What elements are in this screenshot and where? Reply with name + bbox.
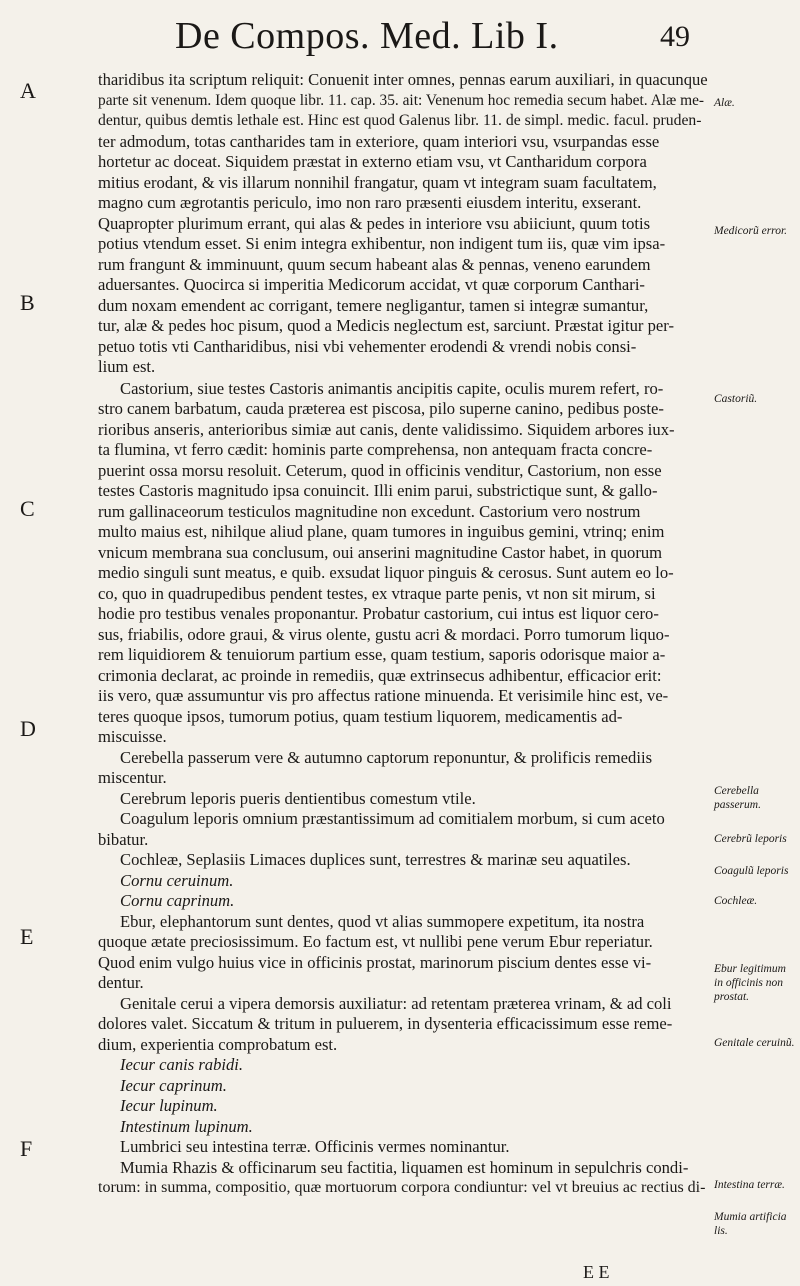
page-number: 49 bbox=[660, 20, 690, 53]
text-line: puerint ossa morsu resoluit. Ceterum, quod in officinis venditur, Castorium, non esse bbox=[98, 460, 662, 480]
text-line: torum: in summa, compositio, quæ mortuorum corpora condiuntur: vel vt breuius ac rectius di- bbox=[98, 1179, 706, 1196]
text-line: multo maius est, nihilque aliud plane, quam tumores in inguibus gemini, vtrinq; enim bbox=[98, 522, 665, 541]
text-line: miscentur. bbox=[98, 768, 167, 787]
text-line: ta flumina, vt ferro cædit: hominis parte comprehensa, non antequam fracta concre- bbox=[98, 440, 653, 459]
text-line: parte sit venenum. Idem quoque libr. 11. cap. 35. ait: Venenum hoc remedia secum habet. Alæ me- bbox=[98, 91, 705, 109]
text-line: Castorium, siue testes Castoris animantis ancipitis capite, oculis murem refert, ro- bbox=[120, 378, 664, 398]
section-letter-f: F bbox=[20, 1136, 33, 1161]
entry-cornu bbox=[98, 871, 713, 912]
text-line: tharidibus ita scriptum reliquit: Conuenit inter omnes, pennas earum auxiliari, in quacunque bbox=[98, 70, 708, 89]
text-line: Quod enim vulgo huius vice in officinis prostat, marinorum piscium dentes esse vi- bbox=[98, 952, 652, 972]
entry-cochleae bbox=[98, 850, 713, 871]
text-line: Cerebella passerum vere & autumno captorum reponuntur, & prolificis remediis bbox=[120, 747, 653, 767]
text-line: dentur. bbox=[98, 973, 144, 992]
text-line: mitius erodant, & vis illarum nonnihil frangatur, quam vt integram suam facultatem, bbox=[98, 172, 657, 192]
text-line: Cerebrum leporis pueris dentientibus comestum vtile. bbox=[120, 788, 476, 808]
page-header bbox=[0, 14, 800, 62]
text-line: Mumia Rhazis & officinarum seu factitia, liquamen est hominum in sepulchris condi- bbox=[120, 1157, 689, 1177]
text-line: Quapropter plurimum errant, qui alas & pedes in interiore vsu abiiciunt, quum totis bbox=[98, 213, 651, 233]
margin-note-alae: Alæ. bbox=[714, 97, 735, 109]
text-line: Iecur lupinum. bbox=[120, 1096, 218, 1115]
entry-mumia bbox=[98, 1158, 713, 1199]
margin-note-medicorum-error: Medicorũ error. bbox=[714, 225, 788, 237]
text-line: vnicum membrana sua conclusum, oui anserini magnitudine Castor habet, in quorum bbox=[98, 542, 663, 562]
text-line: hodie pro testibus venales proponantur. Probatur castorium, cui intus est liquor cero- bbox=[98, 604, 659, 623]
paragraph-cantharides bbox=[98, 70, 713, 378]
entry-lumbrici bbox=[98, 1137, 713, 1158]
text-line: Cornu caprinum. bbox=[120, 891, 235, 910]
margin-note-ebur: Ebur legitimum in officinis non prostat. bbox=[714, 963, 786, 1003]
margin-note-cerebrum: Cerebrũ leporis bbox=[714, 833, 787, 845]
text-line: potius vtendum esset. Si enim integra exhibentur, non indigent tum iis, quæ vim ipsa- bbox=[98, 234, 666, 253]
section-letter-e: E bbox=[20, 924, 34, 949]
text-line: rioribus anseris, anterioribus simiæ aut canis, dente validissimo. Siquidem arbores iux- bbox=[98, 419, 675, 439]
margin-note-genitale: Genitale ceruinũ. bbox=[714, 1037, 795, 1049]
text-line: Cornu ceruinum. bbox=[120, 870, 234, 890]
text-line: quoque ætate preciosissimum. Eo factum est, vt nullibi pene verum Ebur reperiatur. bbox=[98, 932, 653, 951]
entry-ebur bbox=[98, 912, 713, 994]
text-line: aduersantes. Quocirca si imperitia Medicorum accidat, vt quæ corporum Canthari- bbox=[98, 275, 645, 294]
catchword: E E bbox=[583, 1262, 610, 1282]
text-line: miscuisse. bbox=[98, 727, 167, 746]
section-letter-c: C bbox=[20, 496, 35, 521]
text-line: Intestinum lupinum. bbox=[120, 1116, 253, 1136]
margin-note-cochleae: Cochleæ. bbox=[714, 895, 758, 907]
main-text-column bbox=[98, 70, 713, 1199]
text-line: lium est. bbox=[98, 357, 156, 376]
running-title: De Compos. Med. Lib I. bbox=[175, 15, 559, 57]
text-line: dentur, quibus demtis lethale est. Hinc est quod Galenus libr. 11. de simpl. medic. facul. pruden- bbox=[98, 112, 702, 129]
margin-note-cerebella: Cerebella passerum. bbox=[714, 785, 761, 811]
margin-note-intestina: Intestina terræ. bbox=[714, 1179, 785, 1191]
text-line: Coagulum leporis omnium præstantissimum ad comitialem morbum, si cum aceto bbox=[120, 809, 665, 828]
text-line: Genitale cerui a vipera demorsis auxiliatur: ad retentam præterea vrinam, & ad coli bbox=[120, 993, 672, 1013]
entry-cerebella bbox=[98, 748, 713, 789]
section-letter-a: A bbox=[20, 78, 36, 103]
text-line: crimonia declarat, ac proinde in remediis, quæ extrinsecus adhibentur, efficacior erit: bbox=[98, 665, 662, 685]
entry-cerebrum bbox=[98, 789, 713, 810]
text-line: stro canem barbatum, cauda præterea est piscosa, pilo superne canino, pedibus poste- bbox=[98, 399, 664, 418]
text-line: Iecur canis rabidi. bbox=[120, 1055, 244, 1074]
text-line: testes Castoris magnitudo ipsa conuincit. Illi enim parui, substrictique sunt, & gallo- bbox=[98, 481, 658, 500]
text-line: dium, experientia comprobatum est. bbox=[98, 1034, 338, 1054]
entry-iecur-list bbox=[98, 1055, 713, 1137]
text-line: Lumbrici seu intestina terræ. Officinis vermes nominantur. bbox=[120, 1137, 510, 1156]
text-line: dum noxam emendent ac corrigant, temere negligantur, tamen si integræ sumantur, bbox=[98, 295, 649, 315]
text-line: medio singuli sunt meatus, e quib. exsudat liquor pinguis & cerosus. Sunt autem eo lo- bbox=[98, 563, 674, 582]
text-line: rum gallinaceorum testiculos magnitudine non excedunt. Castorium vero nostrum bbox=[98, 501, 641, 521]
text-line: bibatur. bbox=[98, 829, 149, 849]
text-line: Ebur, elephantorum sunt dentes, quod vt alias summopere expetitum, ita nostra bbox=[120, 911, 645, 931]
entry-genitale bbox=[98, 994, 713, 1056]
text-line: sus, friabilis, odore graui, & virus olente, gustu acri & mordaci. Porro tumorum liquo- bbox=[98, 624, 670, 644]
text-line: petuo totis vti Cantharidibus, nisi vbi vehementer erodendi & vrendi nobis consi- bbox=[98, 336, 637, 356]
margin-note-mumia: Mumia artificia lis. bbox=[714, 1211, 787, 1237]
text-line: iis vero, quæ assumuntur vis pro affectus ratione minuenda. Et verisimile hinc est, ve- bbox=[98, 686, 669, 705]
text-line: magno cum ægrotantis periculo, imo non raro præsenti eiusdem interitu, exserant. bbox=[98, 193, 642, 212]
text-line: ter admodum, totas cantharides tam in exteriore, quam interiori vsu, vsurpandas esse bbox=[98, 131, 660, 151]
margin-note-castorium: Castoriũ. bbox=[714, 393, 758, 405]
paragraph-castorium bbox=[98, 379, 713, 748]
text-line: Cochleæ, Seplasiis Limaces duplices sunt, terrestres & marinæ seu aquatiles. bbox=[120, 850, 631, 869]
section-letter-b: B bbox=[20, 290, 35, 315]
text-line: rem liquidiorem & tenuiorum partium esse, quam testium, saporis odorisque maior a- bbox=[98, 645, 666, 664]
margin-note-coagulum: Coagulũ leporis bbox=[714, 865, 789, 877]
text-line: hortetur ac doceat. Siquidem præstat in externo etiam vsu, vt Cantharidum corpora bbox=[98, 152, 647, 171]
text-line: tur, alæ & pedes hoc pisum, quod a Medicis neglectum est, sarciunt. Præstat igitur per- bbox=[98, 316, 674, 335]
section-letter-d: D bbox=[20, 716, 36, 741]
text-line: rum frangunt & imminuunt, quum secum habeant alas & pennas, veneno earundem bbox=[98, 254, 651, 274]
entry-coagulum bbox=[98, 809, 713, 850]
text-line: dolores valet. Siccatum & tritum in puluerem, in dysenteria efficacissimum esse reme- bbox=[98, 1014, 673, 1033]
text-line: teres quoque ipsos, tumorum potius, quam testium liquorem, medicamentis ad- bbox=[98, 706, 623, 726]
text-line: co, quo in quadrupedibus pendent testes, ex vtraque parte penis, vt non sit mirum, si bbox=[98, 583, 656, 603]
text-line: Iecur caprinum. bbox=[120, 1075, 227, 1095]
